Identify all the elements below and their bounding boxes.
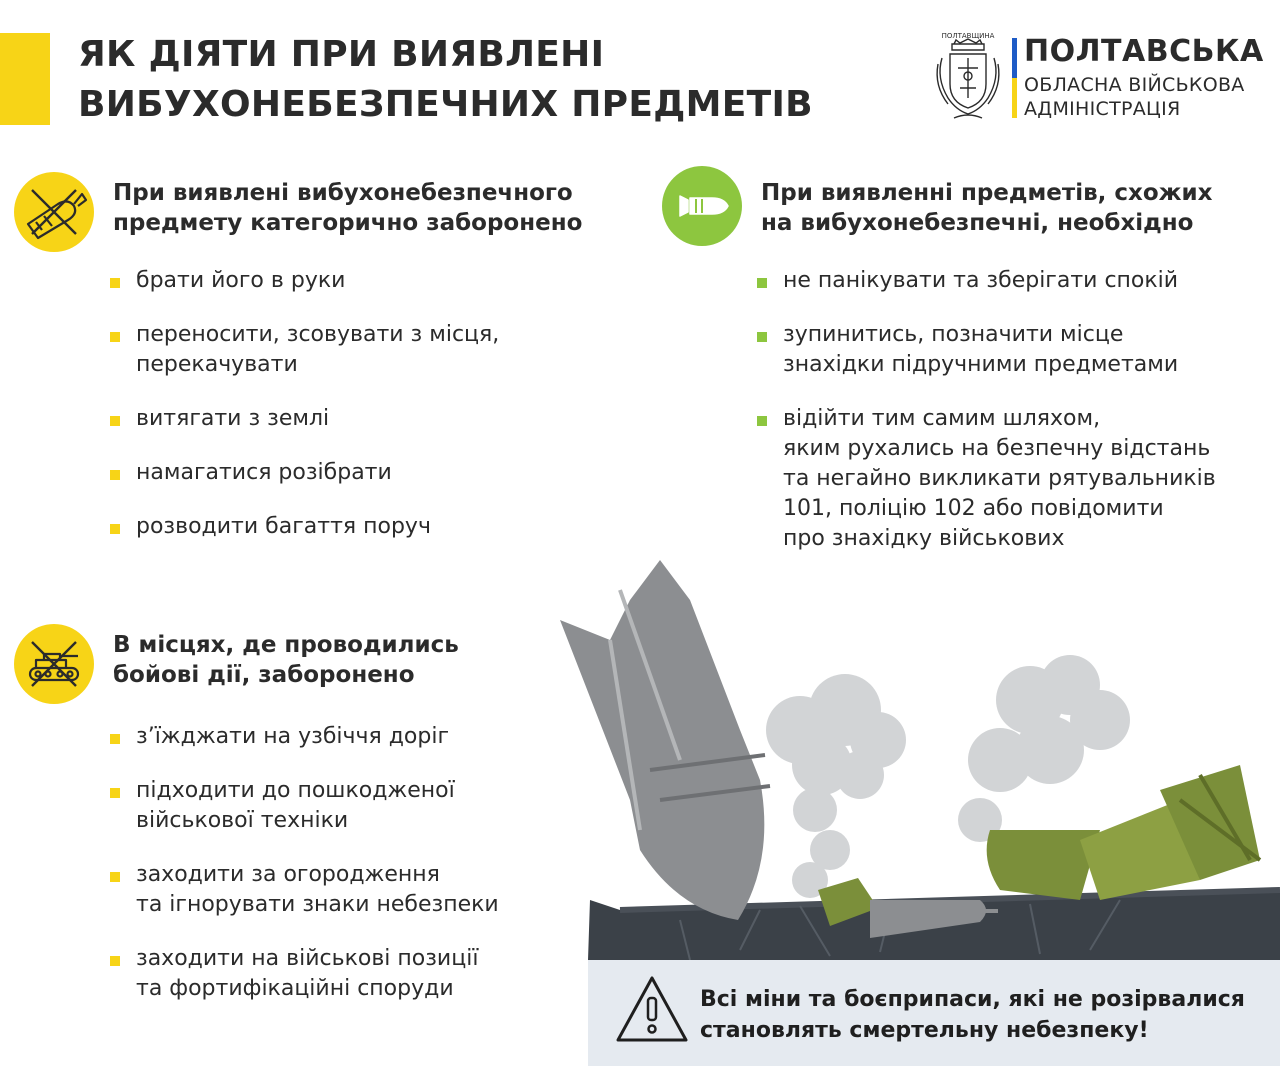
list-item: не панікувати та зберігати спокій xyxy=(757,266,1216,296)
bullet-marker xyxy=(757,416,767,426)
warning-banner xyxy=(588,960,1280,1066)
bullet-marker xyxy=(110,416,120,426)
aerial-bomb-shape xyxy=(560,560,770,920)
list-item: заходити на військові позиції та фортифікаційні споруди xyxy=(110,944,499,1004)
shell-icon-circle xyxy=(662,166,742,246)
list-item: розводити багаття поруч xyxy=(110,512,499,542)
flag-yellow-stripe xyxy=(1012,78,1017,118)
logo-subtitle-line2: АДМІНІСТРАЦІЯ xyxy=(1024,98,1181,120)
list-item: намагатися розібрати xyxy=(110,458,499,488)
warning-line2: становлять смертельну небезпеку! xyxy=(700,1018,1149,1043)
list-item: зупинитись, позначити місце знахідки підручними предметами xyxy=(757,320,1216,380)
required-heading-line2: на вибухонебезпечні, необхідно xyxy=(761,210,1194,236)
smoke-left xyxy=(766,674,906,898)
warning-message xyxy=(700,984,1245,1046)
shell-icon xyxy=(662,166,742,246)
coat-label: ПОЛТАВЩИНА xyxy=(941,32,995,40)
bullet-marker xyxy=(757,278,767,288)
bullet-marker xyxy=(110,872,120,882)
flag-blue-stripe xyxy=(1012,38,1017,78)
list-item: заходити за огородження та ігнорувати знаки небезпеки xyxy=(110,860,499,920)
logo-title: ПОЛТАВСЬКА xyxy=(1024,34,1264,69)
bullet-marker xyxy=(110,956,120,966)
warning-line1: Всі міни та боєприпаси, які не розірвалися xyxy=(700,987,1245,1012)
combat-heading-line1: В місцях, де проводились xyxy=(113,632,459,658)
list-item: брати його в руки xyxy=(110,266,499,296)
crossed-tank-icon xyxy=(14,624,94,704)
list-item: витягати з землі xyxy=(110,404,499,434)
page-title-line2: ВИБУХОНЕБЕЗПЕЧНИХ ПРЕДМЕТІВ xyxy=(78,84,813,125)
crossed-bomb-icon xyxy=(14,172,94,252)
forbidden-heading-line2: предмету категорично заборонено xyxy=(113,210,583,236)
page-title-line1: ЯК ДІЯТИ ПРИ ВИЯВЛЕНІ xyxy=(78,34,605,75)
forbidden-heading xyxy=(113,178,582,238)
list-item: переносити, зсовувати з місця, перекачувати xyxy=(110,320,499,380)
logo-flag-divider xyxy=(1012,38,1017,118)
list-item: відійти тим самим шляхом, яким рухались на безпечну відстань та негайно викликати рятувальників 101, поліцію 102 або повідомити про знахідку військових xyxy=(757,404,1216,554)
warning-triangle-icon xyxy=(614,974,690,1044)
administration-logo xyxy=(930,28,1264,128)
coat-of-arms-icon xyxy=(930,28,1006,124)
combat-heading-line2: бойові дії, заборонено xyxy=(113,662,415,688)
required-list xyxy=(757,266,1216,554)
required-heading-line1: При виявленні предметів, схожих xyxy=(761,180,1213,206)
combat-list xyxy=(110,722,499,1004)
smoke-right xyxy=(958,655,1130,842)
forbidden-heading-line1: При виявлені вибухонебезпечного xyxy=(113,180,573,206)
bullet-marker xyxy=(757,332,767,342)
unexploded-ordnance-illustration xyxy=(560,560,1280,960)
list-item: з’їжджати на узбіччя доріг xyxy=(110,722,499,752)
title-accent-bar xyxy=(0,33,50,125)
forbidden-list xyxy=(110,266,499,542)
bullet-marker xyxy=(110,734,120,744)
artillery-shell-shape xyxy=(987,765,1260,900)
bullet-marker xyxy=(110,332,120,342)
list-item: підходити до пошкодженої військової техніки xyxy=(110,776,499,836)
logo-subtitle-line1: ОБЛАСНА ВІЙСЬКОВА xyxy=(1024,74,1245,96)
bullet-marker xyxy=(110,470,120,480)
required-heading xyxy=(761,178,1213,238)
bullet-marker xyxy=(110,278,120,288)
page-title xyxy=(78,30,878,130)
combat-heading xyxy=(113,630,459,690)
bullet-marker xyxy=(110,788,120,798)
bullet-marker xyxy=(110,524,120,534)
